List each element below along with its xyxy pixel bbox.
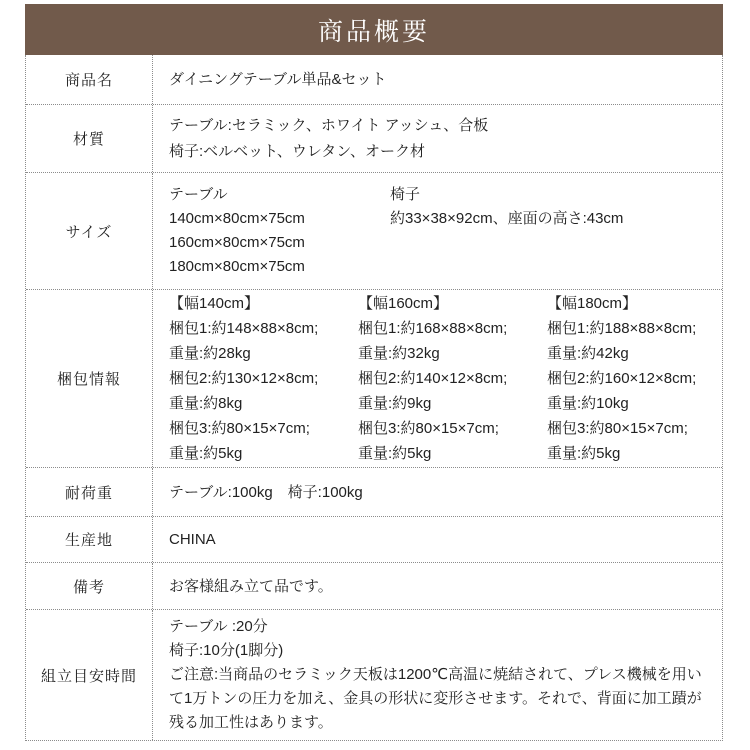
row-label: 材質 <box>26 105 153 172</box>
packing-title: 【幅160cm】 <box>358 295 449 312</box>
packing-title: 【幅140cm】 <box>169 295 260 312</box>
row-content <box>153 105 722 172</box>
row-label: 備考 <box>26 563 153 609</box>
section-header <box>25 4 723 55</box>
packing-line: 重量:約32kg <box>358 345 440 362</box>
row-label: 生産地 <box>26 517 153 562</box>
product-name-value: ダイニングテーブル単品&セット <box>169 71 387 88</box>
size-column-table <box>169 183 390 279</box>
packing-columns <box>169 291 714 466</box>
packing-line: 梱包3:約80×15×7cm; <box>547 420 688 437</box>
packing-column-140 <box>169 291 358 466</box>
size-chair-title: 椅子 <box>390 186 421 203</box>
packing-line: 梱包1:約188×88×8cm; <box>547 320 697 337</box>
table-row-size <box>26 173 722 290</box>
size-chair-dim: 約33×38×92cm、座面の高さ:43cm <box>390 210 624 227</box>
size-column-chair <box>390 183 714 279</box>
packing-line: 梱包3:約80×15×7cm; <box>358 420 499 437</box>
size-table-dim: 160cm×80cm×75cm <box>169 234 305 251</box>
packing-column-160 <box>358 291 547 466</box>
row-content <box>153 517 722 562</box>
size-table-title: テーブル <box>169 186 228 203</box>
page-title: 商品概要 <box>317 17 430 46</box>
table-row-product-name <box>26 55 722 105</box>
packing-line: 梱包1:約148×88×8cm; <box>169 320 319 337</box>
row-content <box>153 55 722 104</box>
material-chair-line: 椅子:ベルベット、ウレタン、オーク材 <box>169 142 426 160</box>
notes-value: お客様組み立て品です。 <box>169 577 333 595</box>
row-label: 耐荷重 <box>26 468 153 516</box>
packing-line: 重量:約42kg <box>547 345 629 362</box>
spec-panel <box>25 4 723 741</box>
packing-line: 重量:約5kg <box>358 445 432 462</box>
material-table-line: テーブル:セラミック、ホワイト アッシュ、合板 <box>169 116 489 134</box>
origin-value: CHINA <box>169 531 216 548</box>
spec-table <box>25 55 723 741</box>
packing-line: 梱包3:約80×15×7cm; <box>169 420 310 437</box>
row-label: サイズ <box>26 173 153 289</box>
packing-line: 重量:約28kg <box>169 345 251 362</box>
size-table-dim: 140cm×80cm×75cm <box>169 210 305 227</box>
packing-line: 梱包2:約140×12×8cm; <box>358 370 508 387</box>
row-label: 商品名 <box>26 55 153 104</box>
table-row-notes <box>26 563 722 610</box>
table-row-load-capacity <box>26 468 722 517</box>
row-content <box>153 290 722 467</box>
table-row-origin <box>26 517 722 563</box>
packing-column-180 <box>547 291 714 466</box>
assembly-chair-time: 椅子:10分(1脚分) <box>169 642 284 659</box>
row-label: 組立目安時間 <box>26 610 153 740</box>
packing-line: 重量:約10kg <box>547 395 629 412</box>
packing-line: 梱包2:約130×12×8cm; <box>169 370 319 387</box>
row-label: 梱包情報 <box>26 290 153 467</box>
size-columns <box>169 183 714 279</box>
load-capacity-value: テーブル:100kg 椅子:100kg <box>169 483 363 501</box>
packing-line: 重量:約5kg <box>547 445 621 462</box>
table-row-packing <box>26 290 722 468</box>
packing-line: 梱包2:約160×12×8cm; <box>547 370 697 387</box>
packing-line: 梱包1:約168×88×8cm; <box>358 320 508 337</box>
table-row-assembly-time <box>26 610 722 740</box>
assembly-caution-text: ご注意:当商品のセラミック天板は1200℃高温に焼結されて、プレス機械を用いて1万トンの圧力を加え、金具の形状に変形させます。それで、背面に加工蹟が残る加工性はあります。 <box>169 666 702 731</box>
assembly-table-time: テーブル :20分 <box>169 618 268 635</box>
table-row-material <box>26 105 722 173</box>
packing-line: 重量:約9kg <box>358 395 432 412</box>
row-content <box>153 563 722 609</box>
packing-title: 【幅180cm】 <box>547 295 638 312</box>
row-content <box>153 468 722 516</box>
row-content <box>153 173 722 289</box>
size-table-dim: 180cm×80cm×75cm <box>169 258 305 275</box>
packing-line: 重量:約5kg <box>169 445 243 462</box>
row-content <box>153 610 722 740</box>
packing-line: 重量:約8kg <box>169 395 243 412</box>
